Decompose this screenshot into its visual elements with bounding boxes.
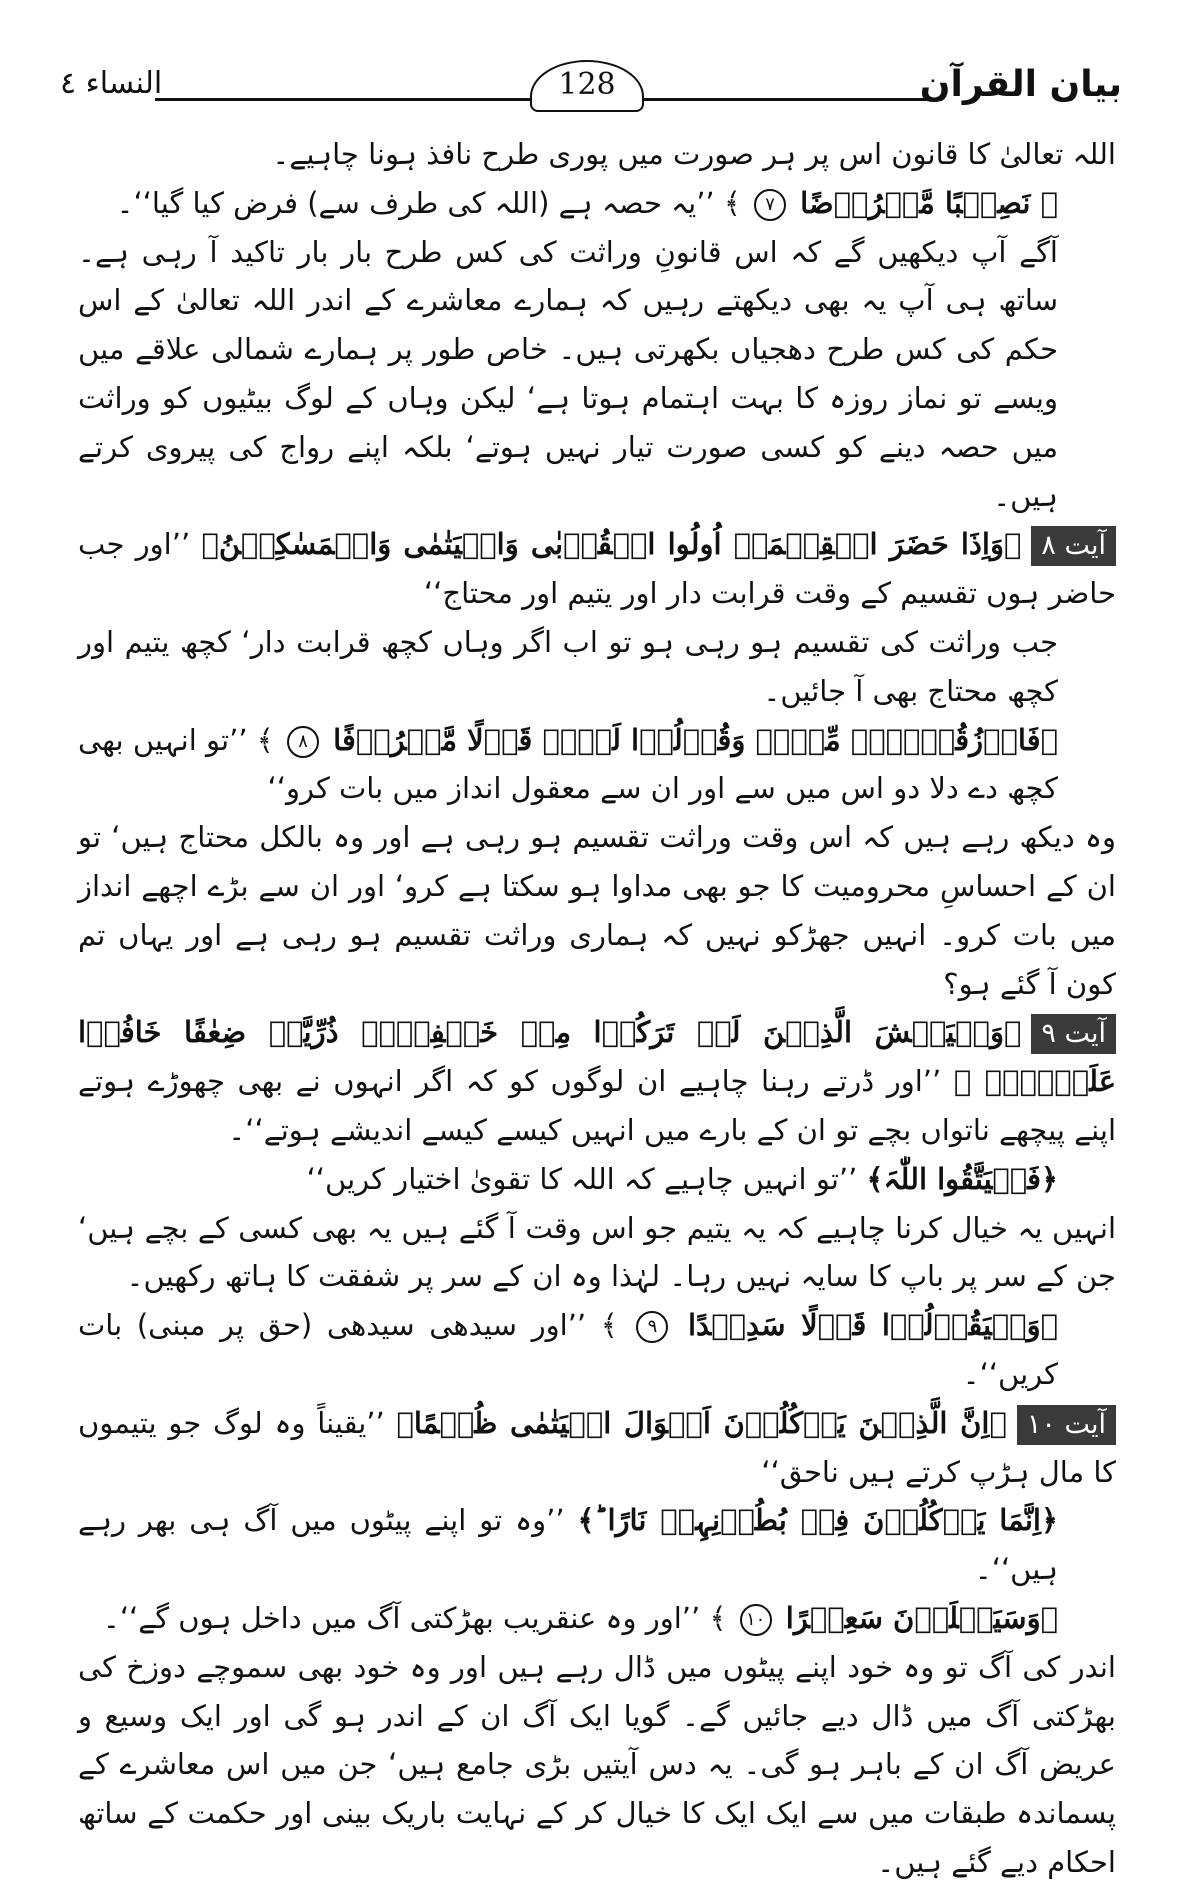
arabic-quote: ﴿اِنَّ الَّذِیۡنَ یَاۡکُلُوۡنَ اَمۡوَالَ الۡیَتٰمٰی ظُلۡمًا﴾ bbox=[396, 1405, 1007, 1440]
surah-name: النساء ٤ bbox=[60, 66, 163, 101]
arabic-quote: ﴿وَلۡیَخۡشَ الَّذِیۡنَ لَوۡ تَرَکُوۡا مِنۡ خَلۡفِہِمۡ ذُرِّیَّۃً ضِعٰفًا خَافُوۡا عَلَیۡہِمۡ ﴾ bbox=[78, 1015, 1116, 1099]
arabic-quote: ﴿فَارۡزُقُوۡہُمۡ مِّنۡہُ وَقُوۡلُوۡا لَہُمۡ قَوۡلًا مَّعۡرُوۡفًا bbox=[323, 722, 1058, 757]
quote-verse-9a bbox=[78, 1155, 1116, 1204]
arabic-quote: ﴿اِنَّمَا یَاۡکُلُوۡنَ فِیۡ بُطُوۡنِہِمۡ نَارًا ؕ﴾ bbox=[577, 1503, 1058, 1538]
paragraph: وہ دیکھ رہے ہیں کہ اس وقت وراثت تقسیم ہو رہی ہے اور وہ بالکل محتاج ہیں‘ تو ان کے احساسِ محرومیت کا جو بھی مداوا ہو سکتا ہے کرو‘ اور ان سے بڑے اچھے انداز میں بات کرو۔ انہیں جھڑکو نہیں کہ ہماری وراثت تقسیم ہو رہی ہے اور یہاں تم کون آ گئے ہو؟ bbox=[78, 820, 1116, 1001]
arabic-quote: ﴿وَلۡیَقُوۡلُوۡا قَوۡلًا سَدِیۡدًا bbox=[672, 1308, 1058, 1343]
page-number: 128 bbox=[530, 60, 644, 112]
verse-number-mark: ۹ bbox=[636, 1311, 668, 1343]
verse-number-mark: ۱۰ bbox=[740, 1604, 772, 1636]
quote-verse-7 bbox=[78, 179, 1116, 228]
arabic-quote: ﴿ نَصِیۡبًا مَّفۡرُوۡضًا bbox=[790, 185, 1058, 220]
quote-verse-8 bbox=[78, 716, 1116, 814]
book-title: بیان القرآن bbox=[919, 64, 1122, 105]
arabic-quote: ﴿فَلۡیَتَّقُوا اللّٰہَ﴾ bbox=[866, 1161, 1058, 1196]
translation: ’’اور جب حاضر ہوں تقسیم کے وقت قرابت دار اور یتیم اور محتاج‘‘ bbox=[78, 527, 1116, 611]
translation: ﴾ ’’یہ حصہ ہے (اللہ کی طرف سے) فرض کیا گیا‘‘۔ bbox=[116, 185, 751, 220]
quote-verse-9b bbox=[78, 1301, 1116, 1399]
verse-number-mark: ۷ bbox=[754, 189, 786, 221]
translation: ’’یقیناً وہ لوگ جو یتیموں کا مال ہڑپ کرتے ہیں ناحق‘‘ bbox=[78, 1405, 1116, 1489]
paragraph: آگے آپ دیکھیں گے کہ اس قانونِ وراثت کی کس طرح بار بار تاکید آ رہی ہے۔ ساتھ ہی آپ یہ بھی دیکھتے رہیں کہ ہمارے معاشرے کے اندر اللہ تعالیٰ کے اس حکم کی کس طرح دھجیاں بکھرتی ہیں۔ خاص طور پر ہمارے شمالی علاقے میں ویسے تو نماز روزہ کا بہت اہتمام ہوتا ہے‘ لیکن وہاں کے لوگ بیٹیوں کو وراثت میں حصہ دینے کو کسی صورت تیار نہیں ہوتے‘ بلکہ اپنے رواج کی پیروی کرتے ہیں۔ bbox=[78, 234, 1058, 513]
paragraph: جب وراثت کی تقسیم ہو رہی ہو تو اب اگر وہاں کچھ قرابت دار‘ کچھ یتیم اور کچھ محتاج بھی آ جائیں۔ bbox=[78, 624, 1058, 708]
translation: ’’تو انہیں چاہیے کہ اللہ کا تقویٰ اختیار کریں‘‘ bbox=[306, 1161, 867, 1196]
verse-badge: آیت ۱۰ bbox=[1017, 1405, 1116, 1445]
page-body bbox=[78, 130, 1116, 1887]
translation: ﴾ ’’تو انہیں بھی کچھ دے دلا دو اس میں سے اور ان سے معقول انداز میں بات کرو‘‘ bbox=[78, 722, 1058, 806]
verse-block-9 bbox=[78, 1008, 1116, 1154]
page-header bbox=[60, 60, 1122, 116]
translation: ﴾ ’’اور سیدھی سیدھی (حق پر مبنی) بات کریں‘‘۔ bbox=[78, 1308, 1058, 1391]
quote-verse-10a bbox=[78, 1496, 1116, 1594]
paragraph-intro: اللہ تعالیٰ کا قانون اس پر ہر صورت میں پوری طرح نافذ ہونا چاہیے۔ bbox=[272, 137, 1116, 171]
verse-badge: آیت ۹ bbox=[1031, 1014, 1116, 1054]
verse-badge: آیت ۸ bbox=[1031, 526, 1116, 566]
quote-verse-10b bbox=[78, 1594, 1116, 1643]
translation: ’’وہ تو اپنے پیٹوں میں آگ ہی بھر رہے ہیں‘‘۔ bbox=[78, 1503, 1058, 1587]
arabic-quote: ﴿وَاِذَا حَضَرَ الۡقِسۡمَۃَ اُولُوا الۡقُرۡبٰی وَالۡیَتٰمٰی وَالۡمَسٰکِیۡنُ﴾ bbox=[201, 527, 1022, 562]
translation: ’’اور ڈرتے رہنا چاہیے ان لوگوں کو کہ اگر انہوں نے بھی چھوڑے ہوتے اپنے پیچھے ناتواں بچے تو ان کے بارے میں انہیں کیسے کیسے اندیشے ہوتے‘‘۔ bbox=[78, 1064, 1116, 1147]
arabic-quote: ﴿وَسَیَصۡلَوۡنَ سَعِیۡرًا bbox=[775, 1600, 1058, 1635]
verse-block-10 bbox=[78, 1399, 1116, 1497]
verse-block-8 bbox=[78, 520, 1116, 618]
translation: ﴾ ’’اور وہ عنقریب بھڑکتی آگ میں داخل ہوں گے‘‘۔ bbox=[102, 1600, 736, 1635]
paragraph-closing: اندر کی آگ تو وہ خود اپنے پیٹوں میں ڈال رہے ہیں اور وہ خود بھی سموچے دوزخ کی بھڑکتی آگ میں ڈال دیے جائیں گے۔ گویا ایک آگ ان کے اندر ہو گی اور ایک وسیع و عریض آگ ان کے باہر ہو گی۔ یہ دس آیتیں بڑی جامع ہیں‘ جن میں اس معاشرے کے پسماندہ طبقات میں سے ایک ایک کا خیال کر کے نہایت باریک بینی اور حکمت کے ساتھ احکام دیے گئے ہیں۔ bbox=[78, 1649, 1116, 1879]
paragraph: انہیں یہ خیال کرنا چاہیے کہ یہ یتیم جو اس وقت آ گئے ہیں یہ بھی کسی کے بچے ہیں‘ جن کے سر پر باپ کا سایہ نہیں رہا۔ لہٰذا وہ ان کے سر پر شفقت کا ہاتھ رکھیں۔ bbox=[78, 1210, 1116, 1294]
verse-number-mark: ۸ bbox=[287, 726, 319, 758]
